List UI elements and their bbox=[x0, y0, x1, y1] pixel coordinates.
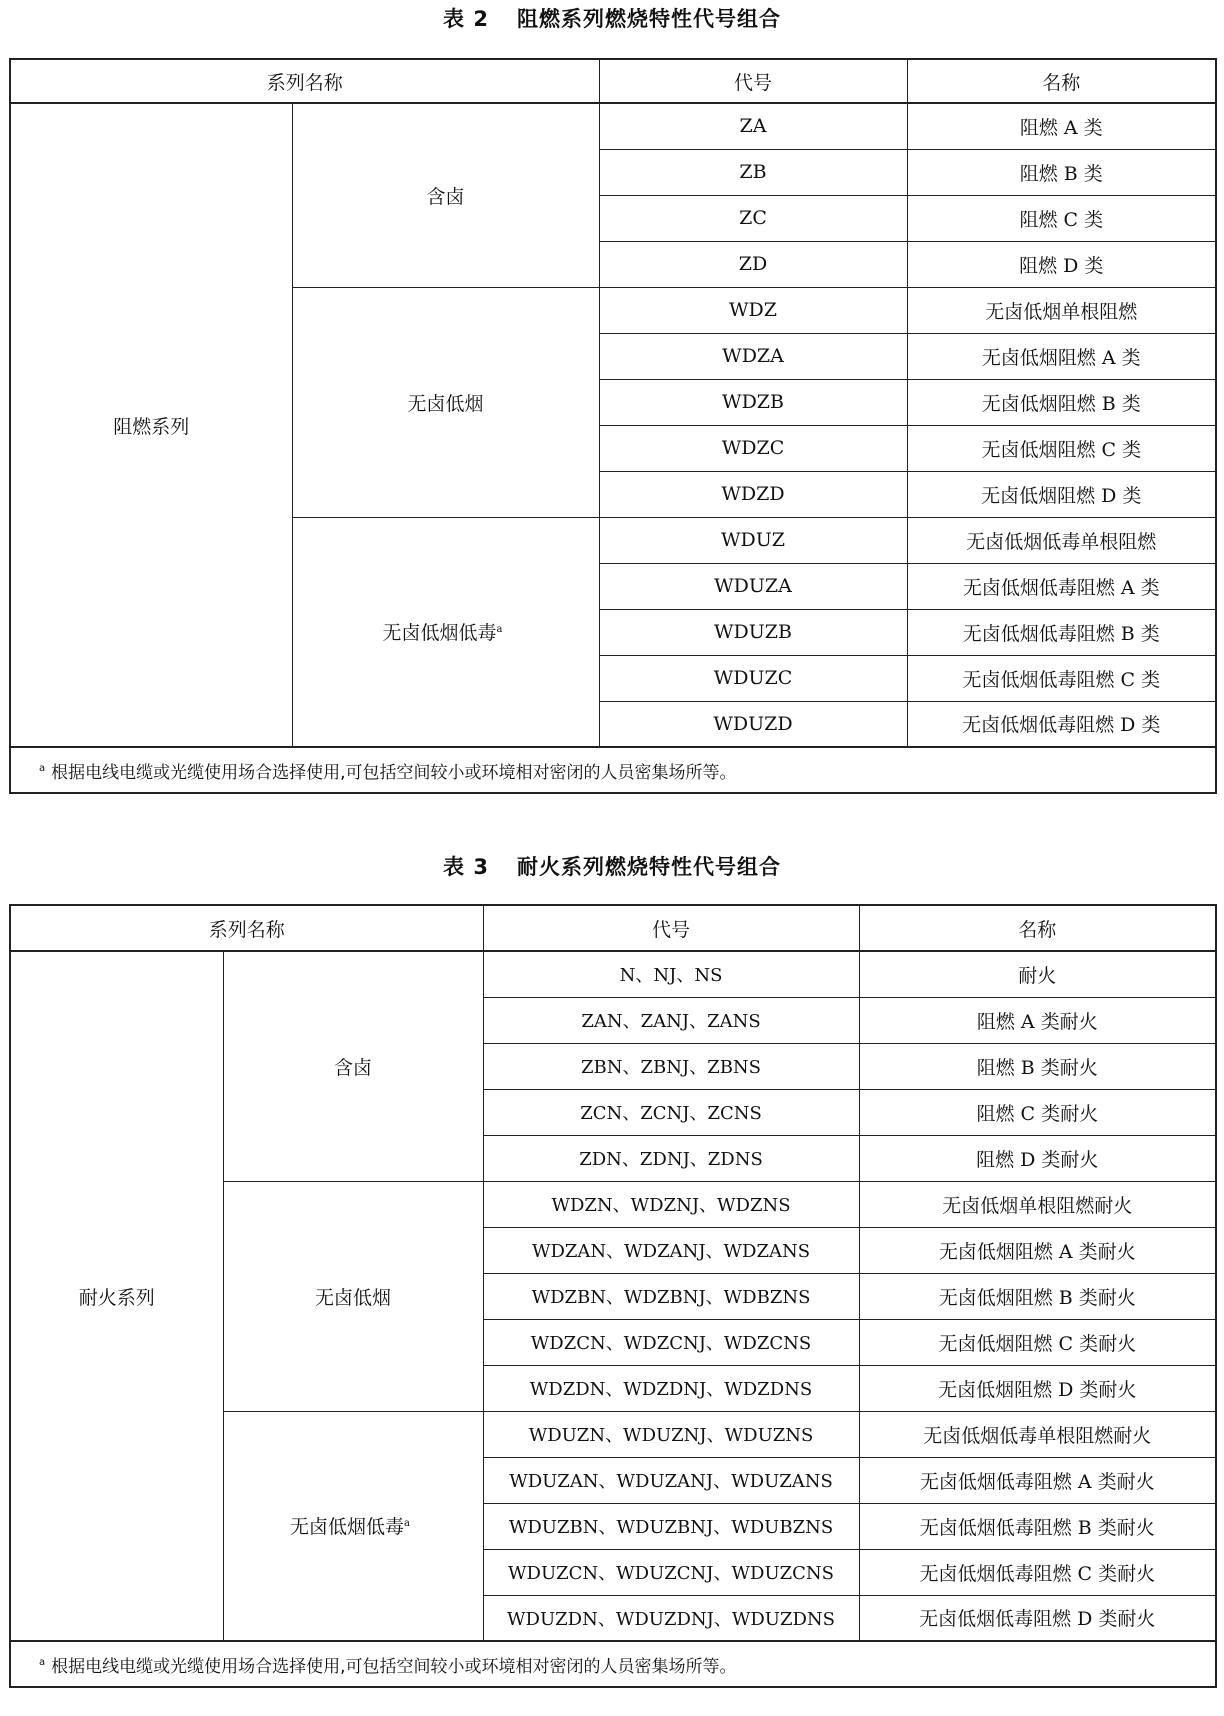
name-cell: 无卤低烟阻燃 B 类 bbox=[907, 379, 1216, 425]
name-cell: 无卤低烟低毒阻燃 B 类耐火 bbox=[859, 1503, 1216, 1549]
name-cell: 阻燃 C 类 bbox=[907, 195, 1216, 241]
code-cell: WDUZA bbox=[599, 563, 907, 609]
name-cell: 无卤低烟阻燃 A 类耐火 bbox=[859, 1227, 1216, 1273]
table3-footnote-row bbox=[10, 1641, 1216, 1687]
series-label: 耐火系列 bbox=[10, 951, 223, 1641]
table3-caption-number: 表 3 bbox=[443, 855, 489, 879]
table3-caption bbox=[0, 852, 1224, 882]
code-cell: WDZDN、WDZDNJ、WDZDNS bbox=[483, 1365, 859, 1411]
footnote-text: 根据电线电缆或光缆使用场合选择使用,可包括空间较小或环境相对密闭的人员密集场所等。 bbox=[51, 762, 737, 783]
name-cell: 无卤低烟阻燃 B 类耐火 bbox=[859, 1273, 1216, 1319]
table3-caption-title: 耐火系列燃烧特性代号组合 bbox=[516, 855, 781, 879]
header-name: 名称 bbox=[907, 59, 1216, 103]
footnote-mark: a bbox=[39, 762, 46, 774]
table2-footnote bbox=[10, 747, 1216, 793]
table2-caption-number: 表 2 bbox=[443, 7, 489, 31]
name-cell: 无卤低烟单根阻燃 bbox=[907, 287, 1216, 333]
series-label: 阻燃系列 bbox=[10, 103, 292, 747]
group-label-cell bbox=[223, 1181, 483, 1411]
name-cell: 无卤低烟低毒阻燃 A 类耐火 bbox=[859, 1457, 1216, 1503]
code-cell: ZAN、ZANJ、ZANS bbox=[483, 997, 859, 1043]
header-series-name: 系列名称 bbox=[10, 59, 599, 103]
header-code: 代号 bbox=[599, 59, 907, 103]
name-cell: 无卤低烟阻燃 D 类耐火 bbox=[859, 1365, 1216, 1411]
code-cell: ZD bbox=[599, 241, 907, 287]
group-label: 无卤低烟低毒 bbox=[290, 1516, 405, 1539]
header-code: 代号 bbox=[483, 905, 859, 951]
code-cell: ZDN、ZDNJ、ZDNS bbox=[483, 1135, 859, 1181]
table-row bbox=[10, 103, 1216, 149]
name-cell: 无卤低烟低毒阻燃 C 类 bbox=[907, 655, 1216, 701]
code-cell: WDUZAN、WDUZANJ、WDUZANS bbox=[483, 1457, 859, 1503]
footnote-mark: a bbox=[39, 1656, 46, 1668]
group-label: 无卤低烟低毒 bbox=[382, 622, 497, 645]
table3-footnote bbox=[10, 1641, 1216, 1687]
code-cell: WDZC bbox=[599, 425, 907, 471]
name-cell: 无卤低烟低毒单根阻燃耐火 bbox=[859, 1411, 1216, 1457]
table3-header-row bbox=[10, 905, 1216, 951]
group-label-cell bbox=[223, 1411, 483, 1641]
table-row bbox=[10, 951, 1216, 997]
code-cell: WDZB bbox=[599, 379, 907, 425]
name-cell: 无卤低烟低毒阻燃 C 类耐火 bbox=[859, 1549, 1216, 1595]
group-label-cell bbox=[292, 287, 599, 517]
name-cell: 阻燃 A 类 bbox=[907, 103, 1216, 149]
name-cell: 阻燃 B 类 bbox=[907, 149, 1216, 195]
code-cell: WDZA bbox=[599, 333, 907, 379]
name-cell: 无卤低烟低毒阻燃 D 类 bbox=[907, 701, 1216, 747]
code-cell: WDZCN、WDZCNJ、WDZCNS bbox=[483, 1319, 859, 1365]
code-cell: WDUZBN、WDUZBNJ、WDUBZNS bbox=[483, 1503, 859, 1549]
name-cell: 无卤低烟阻燃 D 类 bbox=[907, 471, 1216, 517]
group-label: 无卤低烟 bbox=[315, 1286, 392, 1309]
code-cell: WDZ bbox=[599, 287, 907, 333]
code-cell: WDZD bbox=[599, 471, 907, 517]
code-cell: WDZAN、WDZANJ、WDZANS bbox=[483, 1227, 859, 1273]
name-cell: 无卤低烟单根阻燃耐火 bbox=[859, 1181, 1216, 1227]
group-label: 含卤 bbox=[426, 185, 465, 208]
name-cell: 无卤低烟低毒阻燃 A 类 bbox=[907, 563, 1216, 609]
name-cell: 阻燃 D 类耐火 bbox=[859, 1135, 1216, 1181]
name-cell: 耐火 bbox=[859, 951, 1216, 997]
footnote-reference-mark: a bbox=[496, 623, 503, 635]
table2-header-row bbox=[10, 59, 1216, 103]
code-cell: ZC bbox=[599, 195, 907, 241]
name-cell: 阻燃 C 类耐火 bbox=[859, 1089, 1216, 1135]
name-cell: 无卤低烟阻燃 C 类耐火 bbox=[859, 1319, 1216, 1365]
name-cell: 阻燃 A 类耐火 bbox=[859, 997, 1216, 1043]
footnote-reference-mark: a bbox=[404, 1517, 410, 1529]
code-cell: ZA bbox=[599, 103, 907, 149]
group-label: 含卤 bbox=[334, 1056, 373, 1079]
name-cell: 阻燃 B 类耐火 bbox=[859, 1043, 1216, 1089]
name-cell: 阻燃 D 类 bbox=[907, 241, 1216, 287]
group-label-cell bbox=[223, 951, 483, 1181]
table2-footnote-row bbox=[10, 747, 1216, 793]
footnote-text: 根据电线电缆或光缆使用场合选择使用,可包括空间较小或环境相对密闭的人员密集场所等。 bbox=[51, 1656, 737, 1677]
code-cell: WDUZC bbox=[599, 655, 907, 701]
name-cell: 无卤低烟阻燃 C 类 bbox=[907, 425, 1216, 471]
code-cell: WDUZN、WDUZNJ、WDUZNS bbox=[483, 1411, 859, 1457]
code-cell: ZCN、ZCNJ、ZCNS bbox=[483, 1089, 859, 1135]
group-label-cell bbox=[292, 517, 599, 747]
header-series-name: 系列名称 bbox=[10, 905, 483, 951]
table2-caption bbox=[0, 4, 1224, 34]
code-cell: WDUZB bbox=[599, 609, 907, 655]
group-label-cell bbox=[292, 103, 599, 287]
code-cell: ZBN、ZBNJ、ZBNS bbox=[483, 1043, 859, 1089]
name-cell: 无卤低烟阻燃 A 类 bbox=[907, 333, 1216, 379]
group-label: 无卤低烟 bbox=[407, 392, 484, 415]
table2 bbox=[9, 58, 1217, 794]
table3 bbox=[9, 904, 1217, 1688]
code-cell: N、NJ、NS bbox=[483, 951, 859, 997]
code-cell: WDUZ bbox=[599, 517, 907, 563]
code-cell: WDZBN、WDZBNJ、WDBZNS bbox=[483, 1273, 859, 1319]
name-cell: 无卤低烟低毒单根阻燃 bbox=[907, 517, 1216, 563]
name-cell: 无卤低烟低毒阻燃 B 类 bbox=[907, 609, 1216, 655]
name-cell: 无卤低烟低毒阻燃 D 类耐火 bbox=[859, 1595, 1216, 1641]
code-cell: WDUZCN、WDUZCNJ、WDUZCNS bbox=[483, 1549, 859, 1595]
header-name: 名称 bbox=[859, 905, 1216, 951]
code-cell: WDZN、WDZNJ、WDZNS bbox=[483, 1181, 859, 1227]
code-cell: WDUZDN、WDUZDNJ、WDUZDNS bbox=[483, 1595, 859, 1641]
code-cell: WDUZD bbox=[599, 701, 907, 747]
table2-caption-title: 阻燃系列燃烧特性代号组合 bbox=[516, 7, 781, 31]
code-cell: ZB bbox=[599, 149, 907, 195]
